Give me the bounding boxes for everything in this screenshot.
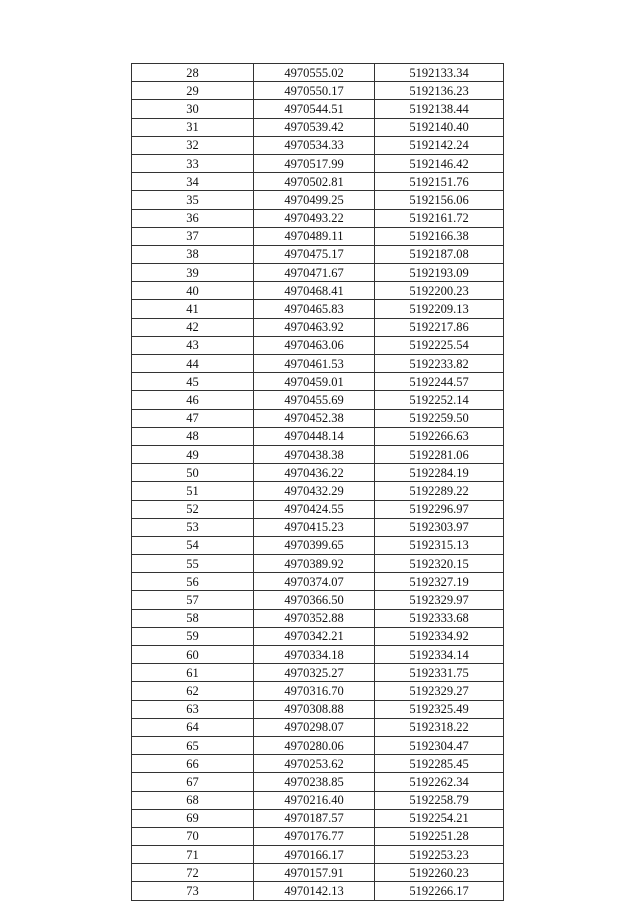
table-row xyxy=(132,609,504,627)
y-coordinate-cell: 5192140.40 xyxy=(375,118,504,136)
x-coordinate-cell: 4970316.70 xyxy=(254,682,375,700)
table-row xyxy=(132,300,504,318)
x-coordinate-cell: 4970238.85 xyxy=(254,773,375,791)
y-coordinate-cell: 5192200.23 xyxy=(375,282,504,300)
coordinates-table xyxy=(131,63,504,901)
y-coordinate-cell: 5192333.68 xyxy=(375,609,504,627)
y-coordinate-cell: 5192136.23 xyxy=(375,82,504,100)
y-coordinate-cell: 5192156.06 xyxy=(375,191,504,209)
table-row xyxy=(132,355,504,373)
x-coordinate-cell: 4970187.57 xyxy=(254,809,375,827)
coordinates-table-body xyxy=(132,64,504,901)
table-row xyxy=(132,373,504,391)
table-row xyxy=(132,318,504,336)
point-number-cell: 28 xyxy=(132,64,254,82)
x-coordinate-cell: 4970389.92 xyxy=(254,555,375,573)
table-row xyxy=(132,882,504,900)
table-row xyxy=(132,227,504,245)
table-row xyxy=(132,755,504,773)
x-coordinate-cell: 4970280.06 xyxy=(254,736,375,754)
table-row xyxy=(132,82,504,100)
x-coordinate-cell: 4970539.42 xyxy=(254,118,375,136)
x-coordinate-cell: 4970436.22 xyxy=(254,464,375,482)
point-number-cell: 64 xyxy=(132,718,254,736)
table-row xyxy=(132,154,504,172)
point-number-cell: 57 xyxy=(132,591,254,609)
y-coordinate-cell: 5192296.97 xyxy=(375,500,504,518)
table-row xyxy=(132,264,504,282)
x-coordinate-cell: 4970499.25 xyxy=(254,191,375,209)
point-number-cell: 68 xyxy=(132,791,254,809)
x-coordinate-cell: 4970502.81 xyxy=(254,173,375,191)
point-number-cell: 41 xyxy=(132,300,254,318)
x-coordinate-cell: 4970399.65 xyxy=(254,536,375,554)
table-row xyxy=(132,445,504,463)
table-row xyxy=(132,736,504,754)
table-row xyxy=(132,482,504,500)
table-row xyxy=(132,173,504,191)
table-row xyxy=(132,245,504,263)
point-number-cell: 62 xyxy=(132,682,254,700)
table-row xyxy=(132,773,504,791)
table-row xyxy=(132,391,504,409)
point-number-cell: 67 xyxy=(132,773,254,791)
point-number-cell: 51 xyxy=(132,482,254,500)
x-coordinate-cell: 4970463.06 xyxy=(254,336,375,354)
x-coordinate-cell: 4970544.51 xyxy=(254,100,375,118)
table-row xyxy=(132,64,504,82)
y-coordinate-cell: 5192146.42 xyxy=(375,154,504,172)
y-coordinate-cell: 5192262.34 xyxy=(375,773,504,791)
table-row xyxy=(132,191,504,209)
point-number-cell: 58 xyxy=(132,609,254,627)
x-coordinate-cell: 4970374.07 xyxy=(254,573,375,591)
y-coordinate-cell: 5192327.19 xyxy=(375,573,504,591)
table-row xyxy=(132,664,504,682)
x-coordinate-cell: 4970459.01 xyxy=(254,373,375,391)
table-row xyxy=(132,864,504,882)
point-number-cell: 39 xyxy=(132,264,254,282)
x-coordinate-cell: 4970142.13 xyxy=(254,882,375,900)
y-coordinate-cell: 5192260.23 xyxy=(375,864,504,882)
point-number-cell: 66 xyxy=(132,755,254,773)
point-number-cell: 44 xyxy=(132,355,254,373)
x-coordinate-cell: 4970455.69 xyxy=(254,391,375,409)
y-coordinate-cell: 5192334.92 xyxy=(375,627,504,645)
point-number-cell: 56 xyxy=(132,573,254,591)
point-number-cell: 38 xyxy=(132,245,254,263)
point-number-cell: 52 xyxy=(132,500,254,518)
table-row xyxy=(132,646,504,664)
table-row xyxy=(132,555,504,573)
point-number-cell: 42 xyxy=(132,318,254,336)
y-coordinate-cell: 5192209.13 xyxy=(375,300,504,318)
y-coordinate-cell: 5192258.79 xyxy=(375,791,504,809)
x-coordinate-cell: 4970448.14 xyxy=(254,427,375,445)
table-row xyxy=(132,536,504,554)
point-number-cell: 34 xyxy=(132,173,254,191)
y-coordinate-cell: 5192142.24 xyxy=(375,136,504,154)
x-coordinate-cell: 4970475.17 xyxy=(254,245,375,263)
x-coordinate-cell: 4970452.38 xyxy=(254,409,375,427)
point-number-cell: 43 xyxy=(132,336,254,354)
y-coordinate-cell: 5192161.72 xyxy=(375,209,504,227)
y-coordinate-cell: 5192252.14 xyxy=(375,391,504,409)
y-coordinate-cell: 5192318.22 xyxy=(375,718,504,736)
point-number-cell: 61 xyxy=(132,664,254,682)
x-coordinate-cell: 4970517.99 xyxy=(254,154,375,172)
point-number-cell: 40 xyxy=(132,282,254,300)
x-coordinate-cell: 4970461.53 xyxy=(254,355,375,373)
x-coordinate-cell: 4970432.29 xyxy=(254,482,375,500)
y-coordinate-cell: 5192303.97 xyxy=(375,518,504,536)
table-row xyxy=(132,700,504,718)
x-coordinate-cell: 4970325.27 xyxy=(254,664,375,682)
table-row xyxy=(132,591,504,609)
x-coordinate-cell: 4970157.91 xyxy=(254,864,375,882)
y-coordinate-cell: 5192151.76 xyxy=(375,173,504,191)
x-coordinate-cell: 4970342.21 xyxy=(254,627,375,645)
x-coordinate-cell: 4970334.18 xyxy=(254,646,375,664)
point-number-cell: 35 xyxy=(132,191,254,209)
table-row xyxy=(132,282,504,300)
point-number-cell: 36 xyxy=(132,209,254,227)
table-row xyxy=(132,500,504,518)
point-number-cell: 72 xyxy=(132,864,254,882)
table-row xyxy=(132,464,504,482)
x-coordinate-cell: 4970493.22 xyxy=(254,209,375,227)
point-number-cell: 31 xyxy=(132,118,254,136)
x-coordinate-cell: 4970534.33 xyxy=(254,136,375,154)
table-row xyxy=(132,409,504,427)
point-number-cell: 60 xyxy=(132,646,254,664)
y-coordinate-cell: 5192284.19 xyxy=(375,464,504,482)
y-coordinate-cell: 5192315.13 xyxy=(375,536,504,554)
y-coordinate-cell: 5192266.17 xyxy=(375,882,504,900)
table-row xyxy=(132,209,504,227)
table-row xyxy=(132,336,504,354)
x-coordinate-cell: 4970176.77 xyxy=(254,827,375,845)
x-coordinate-cell: 4970352.88 xyxy=(254,609,375,627)
point-number-cell: 59 xyxy=(132,627,254,645)
point-number-cell: 29 xyxy=(132,82,254,100)
y-coordinate-cell: 5192251.28 xyxy=(375,827,504,845)
table-row xyxy=(132,682,504,700)
point-number-cell: 47 xyxy=(132,409,254,427)
y-coordinate-cell: 5192253.23 xyxy=(375,846,504,864)
table-row xyxy=(132,100,504,118)
y-coordinate-cell: 5192329.97 xyxy=(375,591,504,609)
x-coordinate-cell: 4970415.23 xyxy=(254,518,375,536)
table-row xyxy=(132,791,504,809)
y-coordinate-cell: 5192320.15 xyxy=(375,555,504,573)
x-coordinate-cell: 4970424.55 xyxy=(254,500,375,518)
point-number-cell: 73 xyxy=(132,882,254,900)
y-coordinate-cell: 5192187.08 xyxy=(375,245,504,263)
y-coordinate-cell: 5192244.57 xyxy=(375,373,504,391)
point-number-cell: 49 xyxy=(132,445,254,463)
x-coordinate-cell: 4970308.88 xyxy=(254,700,375,718)
x-coordinate-cell: 4970438.38 xyxy=(254,445,375,463)
point-number-cell: 48 xyxy=(132,427,254,445)
y-coordinate-cell: 5192193.09 xyxy=(375,264,504,282)
point-number-cell: 32 xyxy=(132,136,254,154)
x-coordinate-cell: 4970550.17 xyxy=(254,82,375,100)
point-number-cell: 33 xyxy=(132,154,254,172)
x-coordinate-cell: 4970465.83 xyxy=(254,300,375,318)
x-coordinate-cell: 4970216.40 xyxy=(254,791,375,809)
point-number-cell: 55 xyxy=(132,555,254,573)
point-number-cell: 65 xyxy=(132,736,254,754)
point-number-cell: 45 xyxy=(132,373,254,391)
point-number-cell: 69 xyxy=(132,809,254,827)
y-coordinate-cell: 5192233.82 xyxy=(375,355,504,373)
point-number-cell: 37 xyxy=(132,227,254,245)
table-row xyxy=(132,118,504,136)
y-coordinate-cell: 5192325.49 xyxy=(375,700,504,718)
y-coordinate-cell: 5192217.86 xyxy=(375,318,504,336)
y-coordinate-cell: 5192254.21 xyxy=(375,809,504,827)
point-number-cell: 71 xyxy=(132,846,254,864)
y-coordinate-cell: 5192331.75 xyxy=(375,664,504,682)
x-coordinate-cell: 4970253.62 xyxy=(254,755,375,773)
y-coordinate-cell: 5192304.47 xyxy=(375,736,504,754)
point-number-cell: 54 xyxy=(132,536,254,554)
y-coordinate-cell: 5192266.63 xyxy=(375,427,504,445)
y-coordinate-cell: 5192133.34 xyxy=(375,64,504,82)
x-coordinate-cell: 4970463.92 xyxy=(254,318,375,336)
y-coordinate-cell: 5192166.38 xyxy=(375,227,504,245)
x-coordinate-cell: 4970471.67 xyxy=(254,264,375,282)
y-coordinate-cell: 5192138.44 xyxy=(375,100,504,118)
y-coordinate-cell: 5192334.14 xyxy=(375,646,504,664)
point-number-cell: 70 xyxy=(132,827,254,845)
table-row xyxy=(132,518,504,536)
table-row xyxy=(132,809,504,827)
point-number-cell: 30 xyxy=(132,100,254,118)
y-coordinate-cell: 5192281.06 xyxy=(375,445,504,463)
table-row xyxy=(132,136,504,154)
y-coordinate-cell: 5192259.50 xyxy=(375,409,504,427)
point-number-cell: 53 xyxy=(132,518,254,536)
table-row xyxy=(132,573,504,591)
table-row xyxy=(132,846,504,864)
table-row xyxy=(132,827,504,845)
y-coordinate-cell: 5192285.45 xyxy=(375,755,504,773)
point-number-cell: 63 xyxy=(132,700,254,718)
table-row xyxy=(132,427,504,445)
y-coordinate-cell: 5192225.54 xyxy=(375,336,504,354)
x-coordinate-cell: 4970489.11 xyxy=(254,227,375,245)
x-coordinate-cell: 4970166.17 xyxy=(254,846,375,864)
point-number-cell: 46 xyxy=(132,391,254,409)
table-row xyxy=(132,627,504,645)
y-coordinate-cell: 5192289.22 xyxy=(375,482,504,500)
x-coordinate-cell: 4970298.07 xyxy=(254,718,375,736)
point-number-cell: 50 xyxy=(132,464,254,482)
y-coordinate-cell: 5192329.27 xyxy=(375,682,504,700)
x-coordinate-cell: 4970366.50 xyxy=(254,591,375,609)
x-coordinate-cell: 4970468.41 xyxy=(254,282,375,300)
table-row xyxy=(132,718,504,736)
x-coordinate-cell: 4970555.02 xyxy=(254,64,375,82)
